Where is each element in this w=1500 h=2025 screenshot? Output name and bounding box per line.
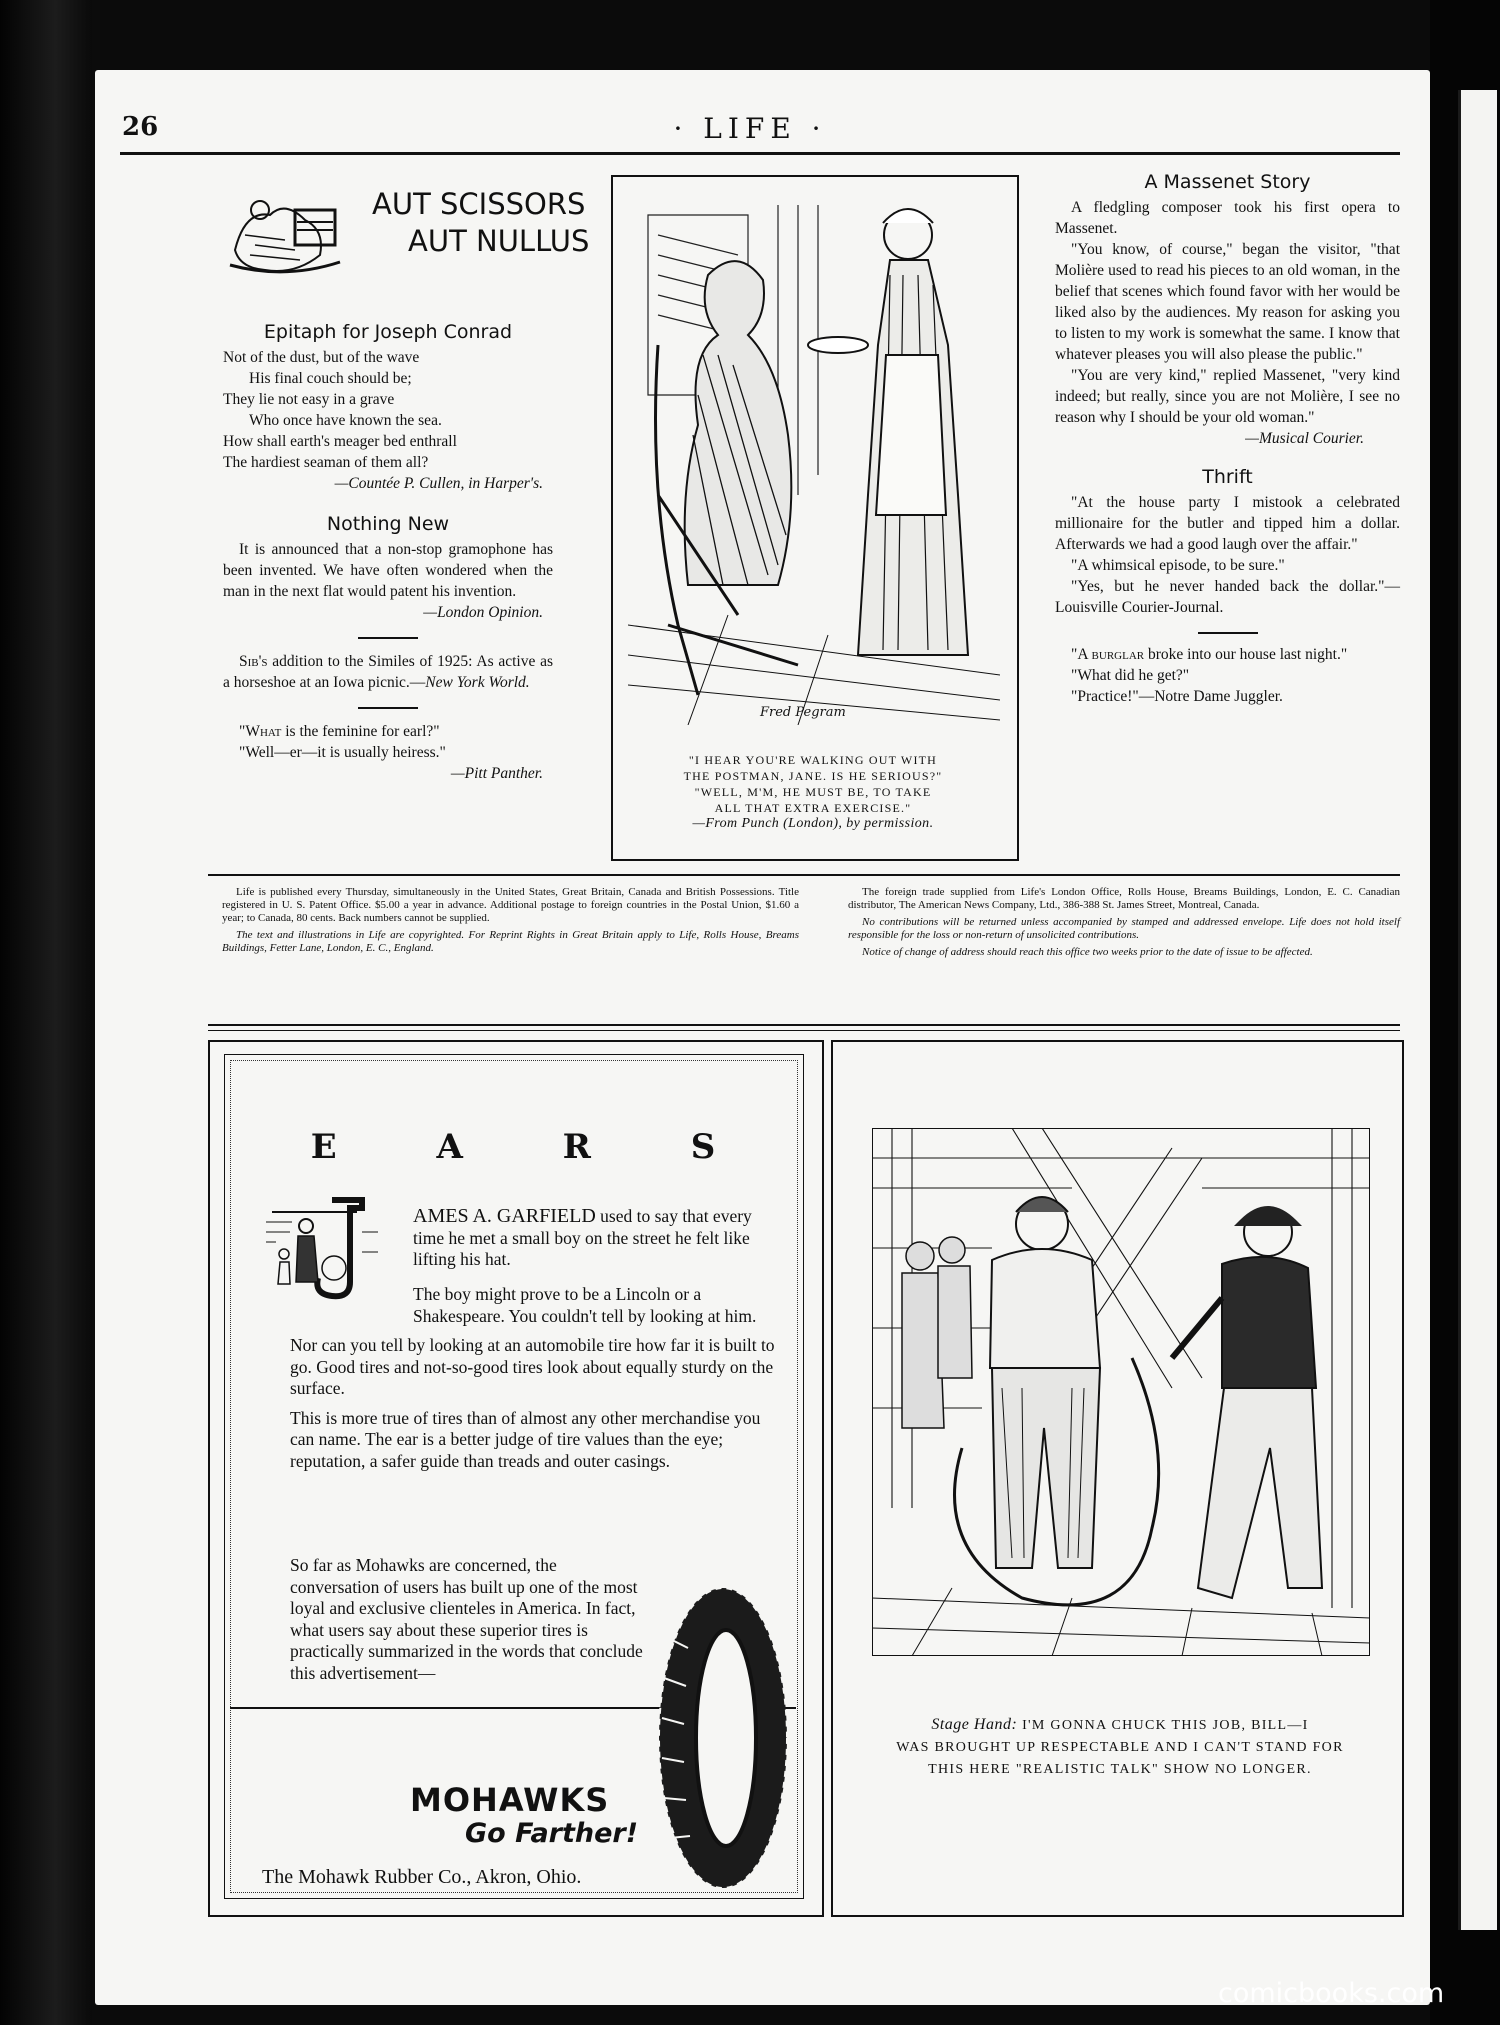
feminine-attribution: —Pitt Panther. — [450, 765, 543, 782]
massenet-p3: "You are very kind," replied Massenet, "very kind indeed; but really, since you are not Molière, I see no reason why I should be your old woman." — [1055, 367, 1400, 426]
nothing-new-body: It is announced that a non-stop gramophone has been invented. We have often wondered when the man in the next flat would patent his invention. — [223, 541, 553, 600]
divider — [358, 637, 418, 639]
caption-line: ALL THAT EXTRA EXERCISE." — [714, 801, 912, 815]
feminine-rest: is the feminine for earl?" — [281, 723, 440, 740]
cartoon-caption — [620, 752, 1006, 832]
address-change-notice: Notice of change of address should reach this office two weeks prior to the date of issue to be affected. — [862, 946, 1313, 958]
site-watermark: comicbooks.com — [1218, 1978, 1445, 2009]
department-title — [372, 186, 612, 260]
sib-lead: Sib's — [239, 653, 268, 670]
ad-paragraph-4: This is more true of tires than of almost any other merchandise you can name. The ear is a better judge of tire values than the eye; reputation, a safer guide than treads and outer casings. — [290, 1407, 761, 1471]
burglar-rest: broke into our house last night." — [1144, 646, 1348, 663]
sib-item — [223, 651, 553, 693]
ad-paragraph-3: Nor can you tell by looking at an automobile tire how far it is built to go. Good tires and not-so-good tires look about equally sturdy on the surface. — [290, 1335, 775, 1398]
publisher-notes-left — [222, 886, 799, 955]
binding-shadow-right — [1430, 0, 1500, 2025]
poem-line: His final couch should be; — [249, 370, 412, 387]
poem-line: How shall earth's meager bed enthrall — [223, 433, 457, 450]
copyright-notice: The text and illustrations in Life are copyrighted. For Reprint Rights in Great Britain apply to Life, Rolls House, Breams Buildings, Fetter Lane, London, E. C., England. — [222, 929, 799, 954]
divider — [358, 707, 418, 709]
binding-shadow-left — [0, 0, 92, 2025]
header-rule — [120, 152, 1400, 155]
caption-speaker: Stage Hand: — [931, 1716, 1018, 1733]
epitaph-title: Epitaph for Joseph Conrad — [263, 321, 513, 343]
burglar-p3: "Practice!"—Notre Dame Juggler. — [1071, 688, 1283, 705]
ad-slogan: Go Farther! — [465, 1818, 639, 1849]
ad-p1-rest: used to say that every time he met a small boy on the street he felt like lifting his hat. — [413, 1206, 752, 1269]
maid-and-mistress-cartoon — [628, 195, 1000, 725]
massenet-p1: A fledgling composer took his first opera to Massenet. — [1055, 199, 1400, 237]
poem-line: Who once have known the sea. — [249, 412, 442, 429]
massenet-attribution: —Musical Courier. — [1245, 430, 1364, 447]
divider — [1198, 632, 1258, 634]
cartoon-credit: —From Punch (London), by permission. — [692, 816, 934, 831]
burglar-lead: "A burglar — [1071, 646, 1145, 663]
feminine-line1 — [223, 721, 553, 742]
stage-hand-caption — [860, 1714, 1380, 1781]
next-page-edge — [1458, 90, 1497, 1930]
thrift-title: Thrift — [1202, 466, 1253, 488]
notes-rule-top — [208, 874, 1400, 876]
thrift-p3: "Yes, but he never handed back the dollar."—Louisville Courier-Journal. — [1055, 578, 1400, 616]
foreign-trade-notice: The foreign trade supplied from Life's London Office, Rolls House, Breams Buildings, London, E. C. Canadian distributor, The American News Company, Ltd., 386-388 St. James Street, Montreal, Canada. — [848, 886, 1400, 911]
ad-dropcap — [357, 1196, 395, 1292]
department-title-line1: AUT SCISSORS — [372, 187, 586, 221]
caption-line: "I HEAR YOU'RE WALKING OUT WITH — [688, 753, 938, 767]
epitaph-poem — [223, 347, 553, 473]
ad-body — [290, 1284, 779, 1480]
scissors-vignette-illustration — [225, 180, 345, 280]
ad-garfield-name: AMES A. GARFIELD — [413, 1205, 596, 1227]
mohawk-tire-illustration — [648, 1578, 798, 1898]
ad-paragraph-5: So far as Mohawks are concerned, the conversation of users has built up one of the most loyal and exclusive clienteles in America. In fact, what users say about these superior tires is practically summarized in the words that conclude this advertisement— — [290, 1555, 643, 1683]
stage-hand-caption-line3: THIS HERE "REALISTIC TALK" SHOW NO LONGER. — [928, 1762, 1312, 1777]
epitaph-attribution: —Countée P. Cullen, in Harper's. — [334, 475, 543, 492]
caption-line: "WELL, M'M, HE MUST BE, TO TAKE — [694, 785, 932, 799]
publisher-notes-right — [848, 886, 1400, 959]
poem-line: Not of the dust, but of the wave — [223, 349, 420, 366]
left-column — [223, 322, 553, 784]
notes-rule-bottom-thin — [208, 1030, 1400, 1031]
nothing-new-attribution: —London Opinion. — [423, 604, 543, 621]
nothing-new-title: Nothing New — [326, 513, 450, 535]
stage-hand-cartoon — [872, 1128, 1370, 1656]
caption-text: I'M GONNA CHUCK THIS JOB, BILL—I — [1022, 1718, 1309, 1733]
poem-line: The hardiest seaman of them all? — [223, 454, 429, 471]
notes-rule-bottom — [208, 1024, 1400, 1026]
ad-title: E A R S — [310, 1127, 760, 1167]
sib-text: addition to the Similes of 1925: As active as a horseshoe at an Iowa picnic.— — [223, 653, 553, 691]
page-number: 26 — [122, 112, 159, 142]
burglar-p2: "What did he get?" — [1071, 667, 1190, 684]
ad-brand: MOHAWKS — [410, 1781, 610, 1819]
thrift-p1: "At the house party I mistook a celebrated millionaire for the butler and tipped him a dollar. Afterwards we had a good laugh over the affair." — [1055, 494, 1400, 553]
right-column — [1055, 172, 1400, 707]
burglar-p1 — [1055, 644, 1400, 665]
cartoon-signature: Fred Pegram — [760, 705, 846, 720]
thrift-p2: "A whimsical episode, to be sure." — [1071, 557, 1285, 574]
feminine-line2: "Well—er—it is usually heiress." — [239, 744, 446, 761]
ad-company: The Mohawk Rubber Co., Akron, Ohio. — [262, 1866, 582, 1888]
stage-hand-caption-line1 — [860, 1714, 1380, 1737]
massenet-p2: "You know, of course," began the visitor, "that Molière used to read his pieces to an old woman, in the belief that scenes which found favor with her would be liked also by the audiences. My reason for asking you to listen to my work is somewhat the same. I know that whatever pleases you will also please the public." — [1055, 241, 1400, 363]
stage-hand-caption-line2: WAS BROUGHT UP RESPECTABLE AND I CAN'T STAND FOR — [896, 1740, 1344, 1755]
feminine-lead: "What — [239, 723, 282, 740]
sib-source: New York World. — [425, 674, 530, 691]
department-title-line2: AUT NULLUS — [408, 224, 590, 258]
massenet-title: A Massenet Story — [1144, 171, 1311, 193]
poem-line: They lie not easy in a grave — [223, 391, 395, 408]
masthead: · LIFE · — [673, 112, 827, 145]
ad-paragraph-1 — [413, 1206, 779, 1271]
contributions-notice: No contributions will be returned unless accompanied by stamped and addressed envelope. Life does not hold itself responsible for the loss or non-return of unsolicited contributions. — [848, 916, 1400, 941]
caption-line: THE POSTMAN, JANE. IS HE SERIOUS?" — [683, 769, 943, 783]
publication-info: Life is published every Thursday, simultaneously in the United States, Great Britain, Canada and British Possessions. Title registered in U. S. Patent Office. $5.00 a year in advance. Additional postage to foreign countries in the Postal Union, $1.60 a year; to Canada, 80 cents. Back numbers cannot be supplied. — [222, 886, 799, 924]
ad-paragraph-2: The boy might prove to be a Lincoln or a Shakespeare. You couldn't tell by looking at him. — [413, 1284, 757, 1326]
